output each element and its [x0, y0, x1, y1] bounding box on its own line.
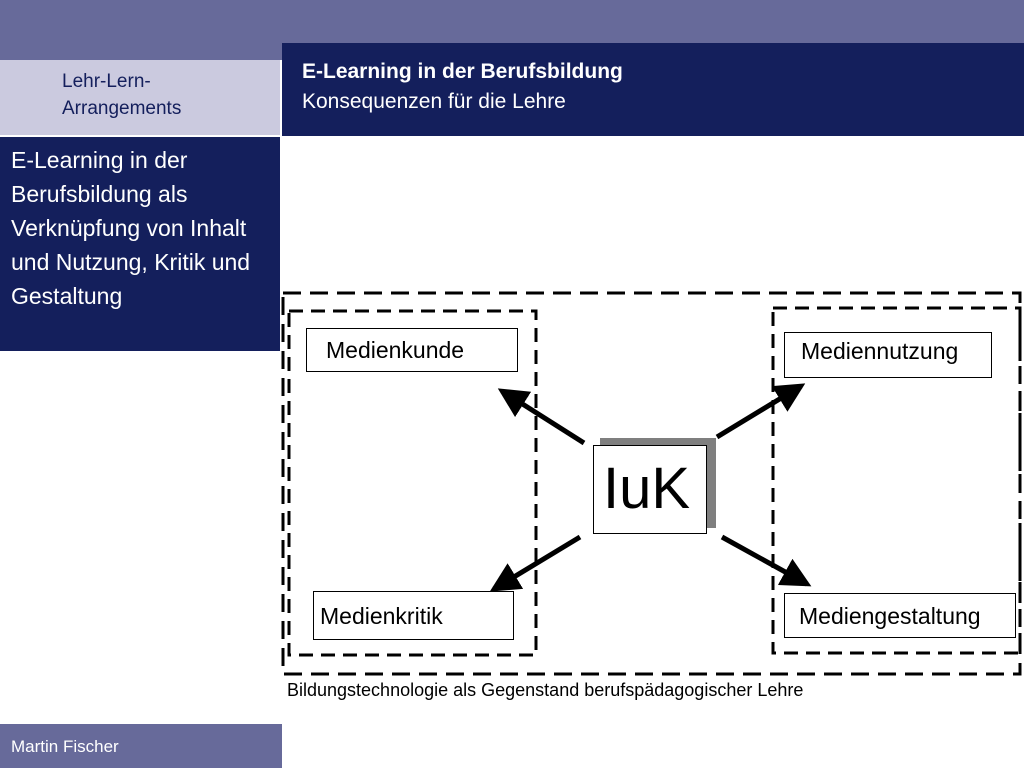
- topic-text: E-Learning in der Berufsbildung als Verknüpfung von Inhalt und Nutzung, Kritik und Gestaltung: [11, 147, 251, 309]
- node-mediennutzung-label: Mediennutzung: [801, 338, 959, 364]
- diagram-caption: Bildungstechnologie als Gegenstand berufspädagogischer Lehre: [287, 680, 804, 700]
- node-mediengestaltung: [784, 593, 1016, 638]
- arrow-to-mediengestaltung: [722, 537, 807, 584]
- node-mediengestaltung-label: Mediengestaltung: [799, 603, 981, 629]
- node-medienkunde: [306, 328, 518, 372]
- node-medienkritik: [313, 591, 514, 640]
- footer-author: Martin Fischer: [11, 737, 119, 756]
- arrow-to-medienkunde: [502, 391, 584, 443]
- section-label-text: Lehr-Lern- Arrangements: [62, 71, 182, 119]
- arrow-to-mediennutzung: [717, 386, 801, 437]
- slide-title: E-Learning in der Berufsbildung: [302, 60, 623, 83]
- node-mediennutzung: [784, 332, 992, 378]
- node-medienkunde-label: Medienkunde: [326, 337, 465, 363]
- center-node-label: IuK: [603, 456, 691, 521]
- node-medienkritik-label: Medienkritik: [320, 603, 443, 629]
- slide-subtitle: Konsequenzen für die Lehre: [302, 90, 566, 113]
